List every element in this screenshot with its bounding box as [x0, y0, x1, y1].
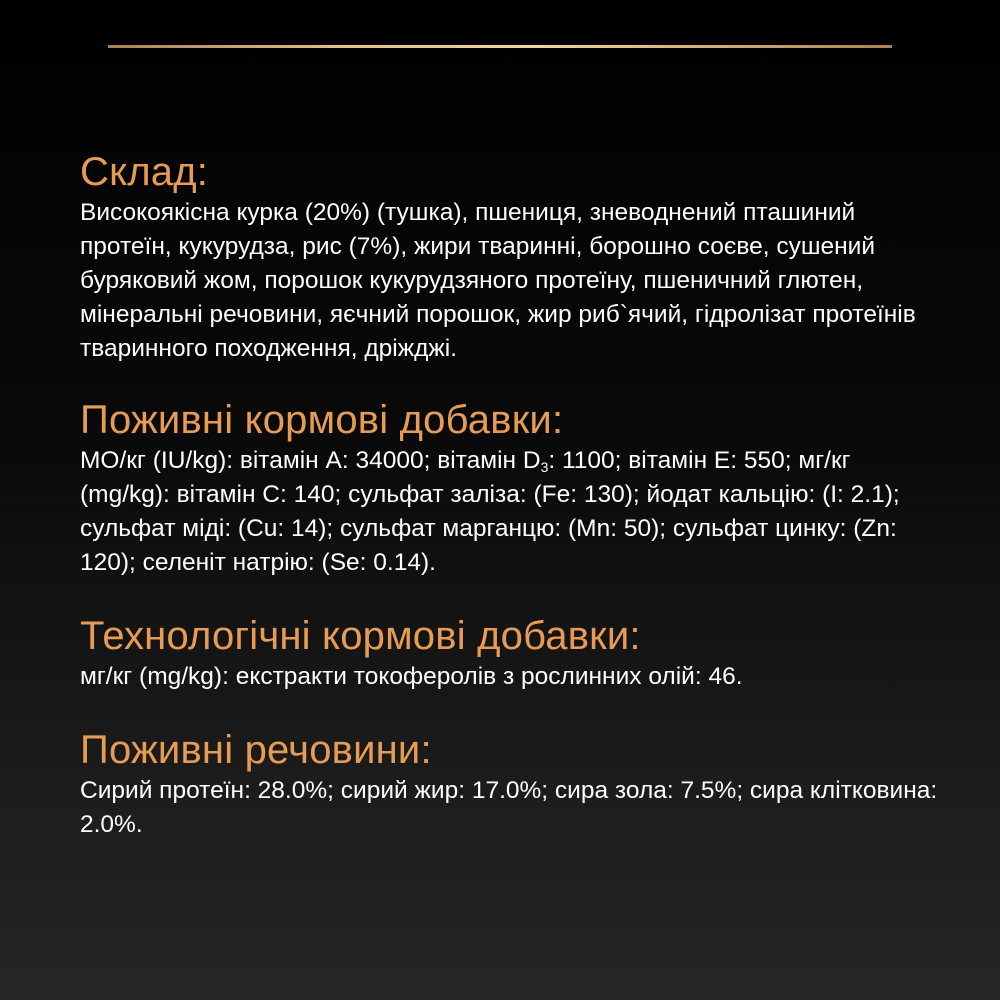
composition-section [80, 148, 940, 366]
decorative-gold-rule [108, 45, 892, 48]
technological-additives-section [80, 612, 940, 694]
nutrients-text: Сирий протеїн: 28.0%; сирий жир: 17.0%; сира зола: 7.5%; сира клітковина: 2.0%. [80, 777, 938, 838]
nutritional-additives-section [80, 396, 940, 580]
nutrients-section [80, 726, 940, 842]
nutritional-additives-text [80, 444, 940, 580]
technological-additives-text: мг/кг (mg/kg): екстракти токоферолів з рослинних олій: 46. [80, 663, 743, 690]
vitamin-d-subscript: 3 [540, 459, 549, 475]
ingredients-panel [80, 148, 940, 842]
composition-text: Високоякісна курка (20%) (тушка), пшениця, зневоднений пташиний протеїн, кукурудза, рис (7%), жири тваринні, борошно соєве, сушений буряковий жом, порошок кукурудзяного протеїну, пшеничний глютен, мінеральні речовини, яєчний порошок, жир риб`ячий, гідролізат протеїнів тваринного походження, дріжджі. [80, 199, 916, 362]
nutritional-additives-heading: Поживні кормові добавки: [80, 398, 564, 442]
nutritional-additives-text-part2: : 1100; вітамін Е: 550; мг/кг (mg/kg): вітамін С: 140; сульфат заліза: (Fe: 130); йодат кальцію: (I: 2.1); сульфат міді: (Cu: 14); сульфат марганцю: (Mn: 50); сульфат цинку: (Zn: 120); селеніт натрію: (Se: 0.14). [80, 447, 900, 576]
composition-heading: Склад: [80, 150, 209, 194]
technological-additives-heading: Технологічні кормові добавки: [80, 614, 641, 658]
nutrients-heading: Поживні речовини: [80, 728, 432, 772]
nutritional-additives-text-part1: МО/кг (IU/kg): вітамін А: 34000; вітамін D [80, 447, 541, 474]
